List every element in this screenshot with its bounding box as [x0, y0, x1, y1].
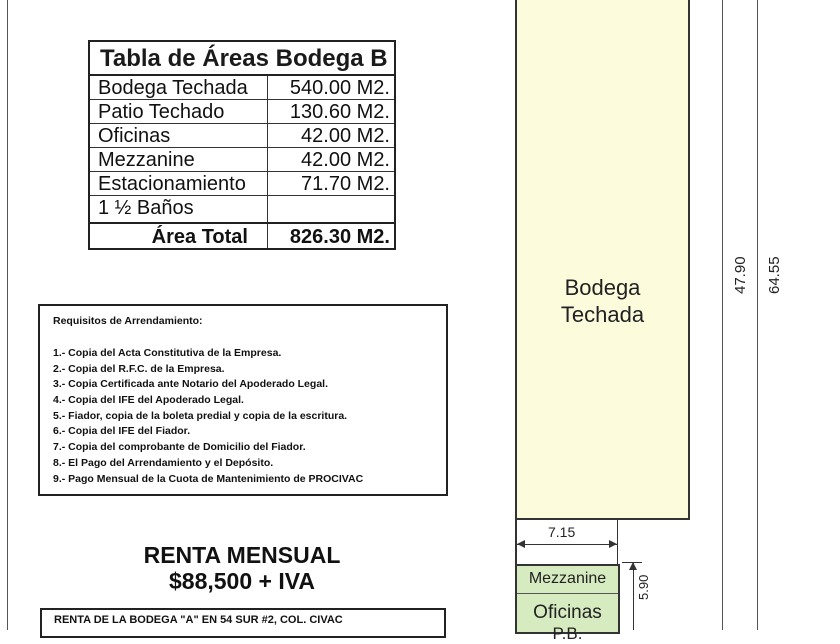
left-border-line: [7, 0, 8, 630]
table-row: [90, 148, 394, 172]
list-item: 8.- El Pago del Arrendamiento y el Depósito.: [53, 456, 274, 469]
bodega-label-line2: Techada: [560, 302, 645, 327]
mezzanine-divider: [517, 593, 618, 594]
bottom-note: RENTA DE LA BODEGA "A" EN 54 SUR #2, COL. CIVAC: [40, 608, 446, 638]
requirements-list: [53, 346, 363, 487]
area-name: Estacionamiento: [98, 173, 246, 195]
dimension-tick-left: [516, 530, 517, 566]
list-item: 9.- Pago Mensual de la Cuota de Mantenimiento de PROCIVAC: [53, 472, 364, 485]
property-line-1: [722, 0, 723, 630]
areas-table-title: Tabla de Áreas Bodega B: [90, 42, 394, 76]
list-item: 7.- Copia del comprobante de Domicilio del Fiador.: [53, 441, 306, 454]
list-item: 2.- Copia del R.F.C. de la Empresa.: [53, 362, 225, 375]
total-label: Área Total: [151, 226, 248, 248]
list-item: 4.- Copia del IFE del Apoderado Legal.: [53, 394, 244, 407]
property-line-2: [757, 0, 758, 630]
dimension-height-label: 5.90: [636, 574, 651, 600]
table-row: [90, 76, 394, 100]
areas-table: [88, 40, 396, 250]
dimension-length-label-2: 64.55: [766, 256, 783, 294]
table-row: [90, 100, 394, 124]
rent-title: RENTA MENSUAL: [143, 542, 341, 568]
list-item: 1.- Copia del Acta Constitutiva de la Empresa.: [53, 347, 282, 359]
table-row: [90, 124, 394, 148]
area-value: 71.70 M2.: [301, 173, 390, 195]
dimension-line-height: [633, 562, 634, 630]
list-item: 5.- Fiador, copia de la boleta predial y copia de la escritura.: [53, 409, 348, 422]
bodega-techada-area: [515, 0, 690, 520]
rent-amount: $88,500 + IVA: [169, 568, 315, 594]
total-row: [90, 222, 394, 248]
dimension-tick-right: [617, 518, 618, 566]
requirements-title: Requisitos de Arrendamiento:: [53, 315, 203, 327]
area-name: Mezzanine: [98, 149, 195, 171]
table-row: [90, 172, 394, 196]
dimension-width-label: 7.15: [548, 524, 576, 540]
area-name: Bodega Techada: [98, 77, 248, 99]
list-item: 3.- Copia Certificada ante Notario del Apoderado Legal.: [53, 378, 328, 391]
dimension-length-label-1: 47.90: [732, 256, 749, 294]
table-row: [90, 196, 394, 220]
area-value: 130.60 M2.: [289, 101, 390, 123]
oficinas-label: Oficinas: [533, 602, 602, 623]
mezzanine-office-area: [515, 564, 620, 643]
area-value: 42.00 M2.: [301, 125, 390, 147]
pb-label: P.B.: [552, 624, 583, 643]
requirements-box: [38, 304, 448, 496]
area-value: 540.00 M2.: [289, 77, 390, 99]
area-name: Oficinas: [98, 125, 171, 147]
bodega-label: [517, 274, 688, 328]
area-name: Patio Techado: [98, 101, 225, 123]
area-name: 1 ½ Baños: [98, 197, 194, 219]
bodega-label-line1: Bodega: [564, 275, 641, 300]
dimension-line-width: [517, 544, 617, 545]
total-value: 826.30 M2.: [289, 226, 390, 248]
list-item: 6.- Copia del IFE del Fiador.: [53, 425, 191, 438]
area-value: 42.00 M2.: [301, 149, 390, 171]
mezzanine-label: Mezzanine: [528, 570, 607, 587]
